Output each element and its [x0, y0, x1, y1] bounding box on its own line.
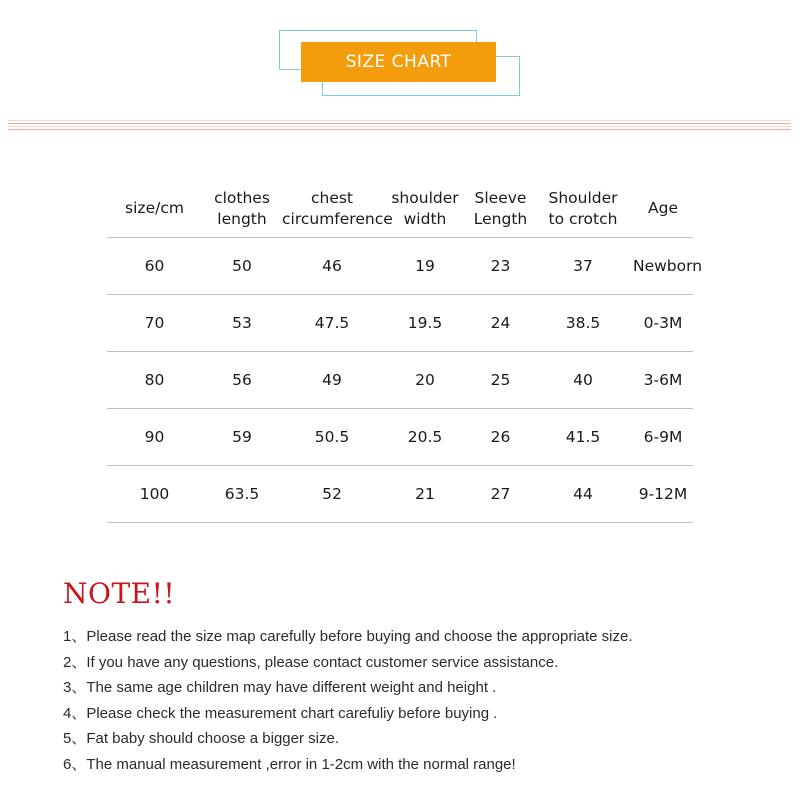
table-cell: 6-9M	[633, 409, 693, 466]
table-cell: 47.5	[282, 295, 382, 352]
table-cell: 19	[382, 238, 468, 295]
table-header-row	[107, 180, 693, 238]
table-cell: 52	[282, 466, 382, 523]
table-cell: 19.5	[382, 295, 468, 352]
table-cell: 56	[202, 352, 282, 409]
table-cell: 41.5	[533, 409, 633, 466]
column-header-chest-circumference: chest circumference	[282, 188, 393, 228]
table-cell: 0-3M	[633, 295, 693, 352]
table-cell: 40	[533, 352, 633, 409]
column-header-shoulder-to-crotch: Shoulder to crotch	[548, 188, 618, 228]
note-item: 4、Please check the measurement chart carefuliy before buying .	[63, 704, 498, 722]
table-row	[107, 352, 693, 409]
table-cell: 70	[107, 295, 202, 352]
table-cell: 100	[107, 466, 202, 523]
column-header-size: size/cm	[125, 199, 184, 217]
table-cell: 3-6M	[633, 352, 693, 409]
title-badge	[301, 42, 496, 82]
column-header-sleeve-length: Sleeve Length	[473, 188, 528, 228]
table-row	[107, 466, 693, 523]
table-cell: 80	[107, 352, 202, 409]
table-cell: 50.5	[282, 409, 382, 466]
table-cell: 27	[468, 466, 533, 523]
table-cell: 37	[533, 238, 633, 295]
note-title: NOTE!!	[63, 577, 176, 610]
column-header-clothes-length: clothes length	[214, 188, 270, 228]
stripe-line	[8, 123, 791, 124]
note-item: 2、If you have any questions, please contact customer service assistance.	[63, 653, 559, 671]
table-cell: 50	[202, 238, 282, 295]
column-header-shoulder-width: shoulder width	[391, 188, 459, 228]
stripe-line	[8, 126, 791, 127]
page-title: SIZE CHART	[345, 52, 452, 72]
table-cell: 20.5	[382, 409, 468, 466]
table-cell: 24	[468, 295, 533, 352]
note-item: 6、The manual measurement ,error in 1-2cm with the normal range!	[63, 755, 516, 773]
table-row	[107, 238, 693, 295]
table-cell: 25	[468, 352, 533, 409]
table-cell: 38.5	[533, 295, 633, 352]
table-cell: 49	[282, 352, 382, 409]
table-cell: 21	[382, 466, 468, 523]
table-cell: 90	[107, 409, 202, 466]
table-cell: 53	[202, 295, 282, 352]
table-cell: 44	[533, 466, 633, 523]
table-row	[107, 409, 693, 466]
table-cell: 63.5	[202, 466, 282, 523]
table-cell: Newborn	[633, 238, 693, 295]
column-header-age: Age	[648, 199, 678, 217]
stripe-line	[8, 120, 791, 121]
table-row	[107, 295, 693, 352]
note-item: 5、Fat baby should choose a bigger size.	[63, 730, 339, 747]
table-cell: 20	[382, 352, 468, 409]
table-cell: 23	[468, 238, 533, 295]
table-cell: 46	[282, 238, 382, 295]
decorative-stripes	[8, 120, 791, 132]
stripe-line	[8, 129, 791, 130]
size-table	[107, 180, 703, 523]
note-item: 1、Please read the size map carefully before buying and choose the appropriate size.	[63, 628, 633, 645]
table-cell: 59	[202, 409, 282, 466]
table-cell: 9-12M	[633, 466, 693, 523]
table-cell: 60	[107, 238, 202, 295]
note-list	[63, 624, 633, 777]
note-item: 3、The same age children may have different weight and height .	[63, 679, 497, 696]
table-cell: 26	[468, 409, 533, 466]
